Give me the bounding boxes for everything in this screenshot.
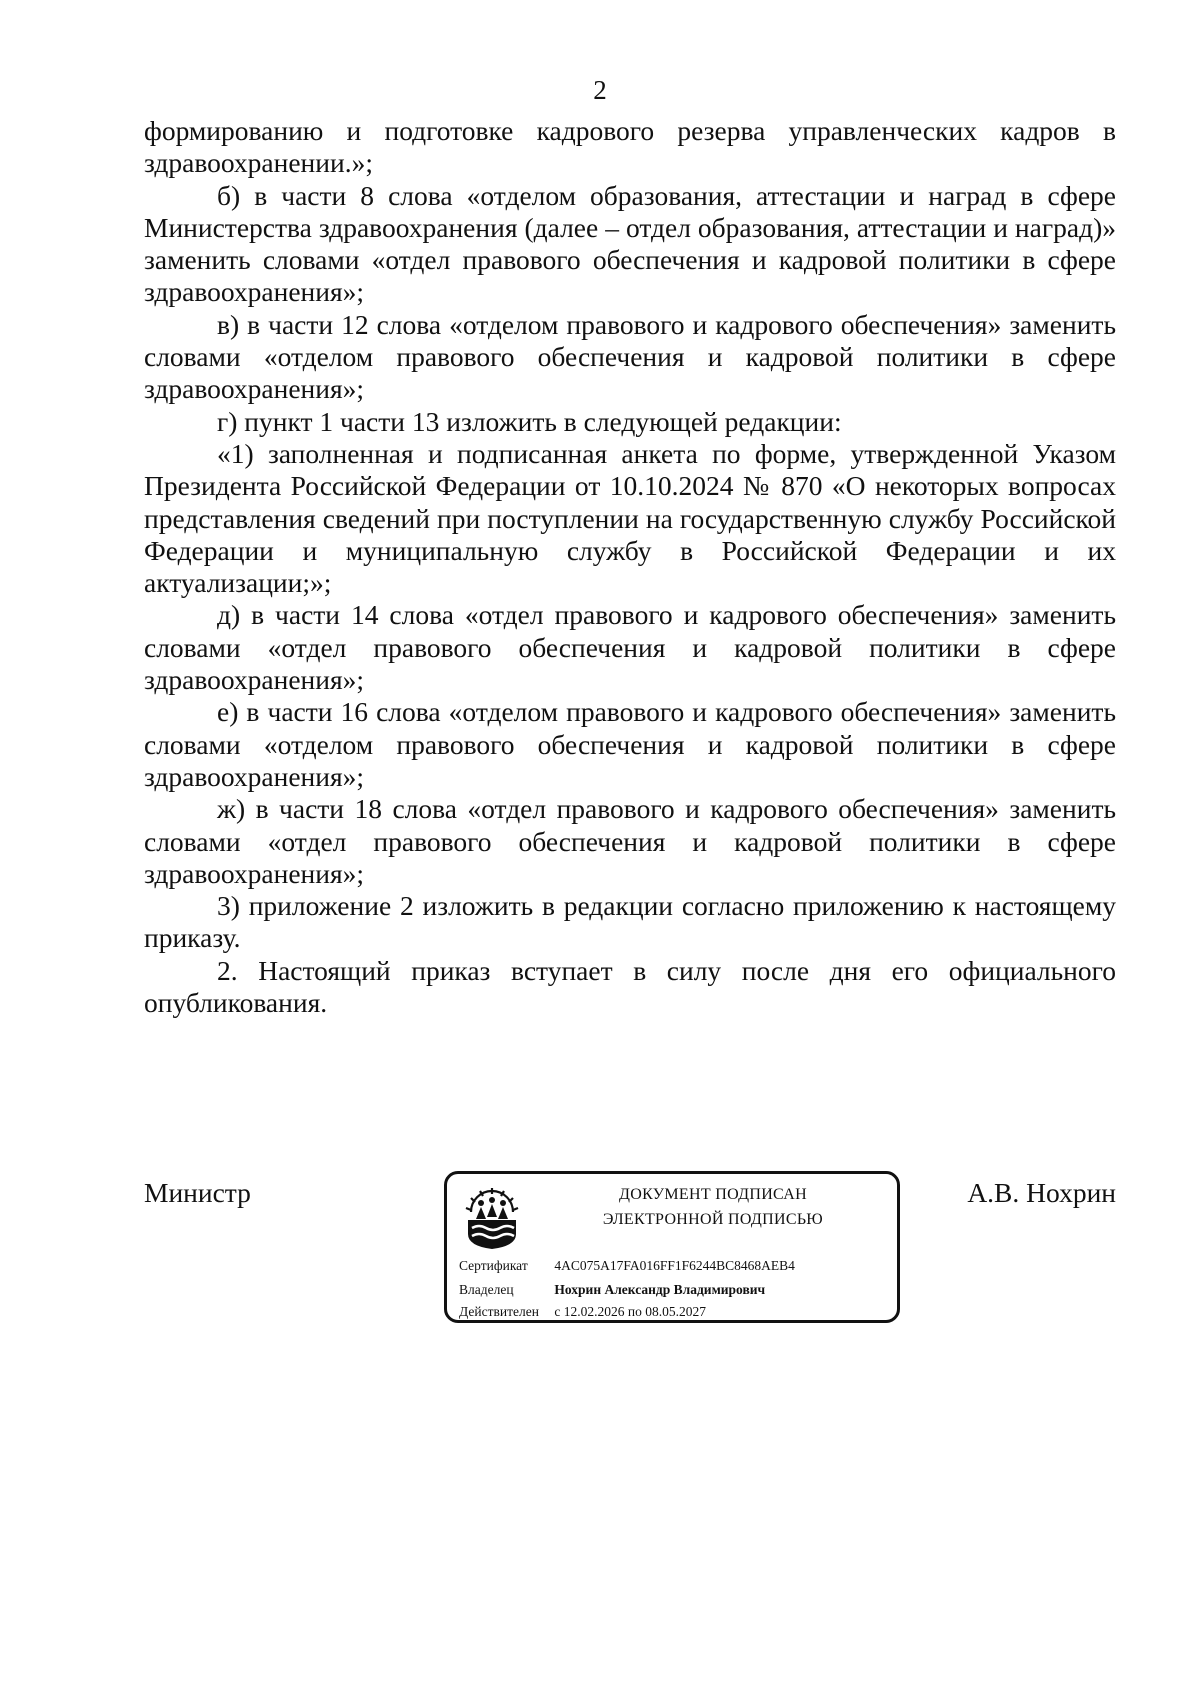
certificate-value: 4AC075A17FA016FF1F6244BC8468AEB4 bbox=[554, 1258, 795, 1273]
paragraph-3: в) в части 12 слова «отделом правового и кадрового обеспечения» заменить словами «отделом правового обеспечения и кадровой политики в сфере здравоохранения»; bbox=[144, 308, 1116, 405]
stamp-validity-row bbox=[459, 1303, 706, 1321]
paragraph-10: 2. Настоящий приказ вступает в силу после дня его официального опубликования. bbox=[144, 954, 1116, 1019]
paragraph-9: 3) приложение 2 изложить в редакции согласно приложению к настоящему приказу. bbox=[144, 890, 1116, 954]
owner-label: Владелец bbox=[459, 1282, 514, 1297]
validity-value: с 12.02.2026 по 08.05.2027 bbox=[554, 1304, 706, 1319]
regional-coat-of-arms-icon bbox=[463, 1186, 521, 1250]
stamp-owner-row bbox=[459, 1281, 765, 1299]
certificate-label: Сертификат bbox=[459, 1258, 528, 1273]
paragraph-1: формированию и подготовке кадрового резерва управленческих кадров в здравоохранении.»; bbox=[144, 115, 1116, 179]
paragraph-7: е) в части 16 слова «отделом правового и кадрового обеспечения» заменить словами «отделом правового обеспечения и кадровой политики в сфере здравоохранения»; bbox=[144, 696, 1116, 792]
signatory-position: Министр bbox=[144, 1177, 251, 1208]
page-number: 2 bbox=[593, 75, 607, 105]
stamp-title-line-1: ДОКУМЕНТ ПОДПИСАН bbox=[619, 1186, 807, 1203]
paragraph-4: г) пункт 1 части 13 изложить в следующей редакции: bbox=[217, 405, 842, 437]
paragraph-5: «1) заполненная и подписанная анкета по форме, утвержденной Указом Президента Российской Федерации от 10.10.2024 № 870 «О некоторых вопросах представления сведений при поступлении на государственную службу Российской Федерации и муниципальную службу в Российской Федерации и их актуализации;»; bbox=[144, 437, 1116, 599]
owner-value: Нохрин Александр Владимирович bbox=[554, 1282, 766, 1297]
stamp-certificate-row bbox=[459, 1257, 795, 1275]
stamp-title-line-2: ЭЛЕКТРОННОЙ ПОДПИСЬЮ bbox=[602, 1211, 824, 1228]
paragraph-8: ж) в части 18 слова «отдел правового и кадрового обеспечения» заменить словами «отдел правового обеспечения и кадровой политики в сфере здравоохранения»; bbox=[144, 793, 1116, 889]
signatory-name: А.В. Нохрин bbox=[967, 1177, 1116, 1208]
validity-label: Действителен bbox=[459, 1304, 539, 1319]
paragraph-2: б) в части 8 слова «отделом образования, аттестации и наград в сфере Министерства здравоохранения (далее – отдел образования, аттестации и наград)» заменить словами «отдел правового обеспечения и кадровой политики в сфере здравоохранения»; bbox=[144, 179, 1116, 308]
electronic-signature-stamp bbox=[444, 1171, 900, 1323]
document-body bbox=[144, 115, 1116, 1019]
paragraph-6: д) в части 14 слова «отдел правового и кадрового обеспечения» заменить словами «отдел правового обеспечения и кадровой политики в сфере здравоохранения»; bbox=[144, 599, 1116, 696]
stamp-title bbox=[543, 1182, 883, 1232]
